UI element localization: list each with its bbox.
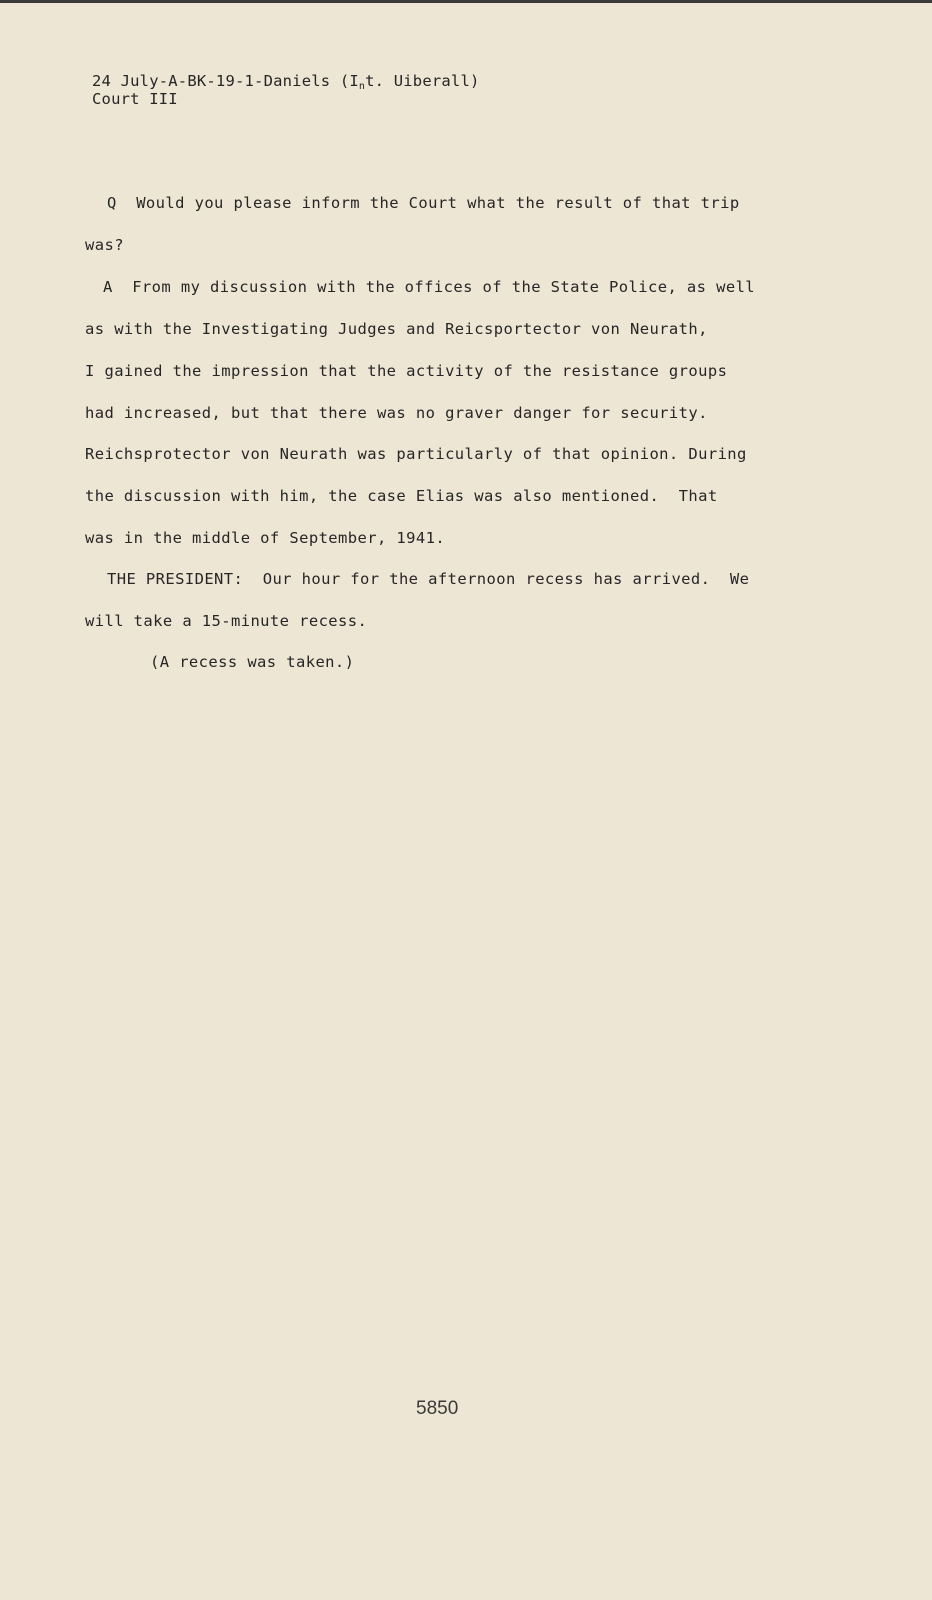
page-top-edge xyxy=(0,0,932,3)
body-line-10: THE PRESIDENT: Our hour for the afternoon recess has arrived. We xyxy=(107,570,750,588)
body-line-5: I gained the impression that the activity of the resistance groups xyxy=(85,362,728,380)
header-line-1: 24 July-A-BK-19-1-Daniels ($I_nt$. Uiberall) xyxy=(92,72,480,92)
body-line-7: Reichsprotector von Neurath was particularly of that opinion. During xyxy=(85,445,747,463)
body-line-4: as with the Investigating Judges and Reicsportector von Neurath, xyxy=(85,320,708,338)
body-line-1: Q Would you please inform the Court what the result of that trip xyxy=(107,194,740,212)
body-line-8: the discussion with him, the case Elias was also mentioned. That xyxy=(85,487,718,505)
body-line-12: (A recess was taken.) xyxy=(150,653,355,671)
body-line-3: A From my discussion with the offices of the State Police, as well xyxy=(103,278,756,296)
body-line-6: had increased, but that there was no graver danger for security. xyxy=(85,404,708,422)
body-line-2: was? xyxy=(85,236,124,254)
page-number: 5850 xyxy=(416,1398,459,1419)
header-line-2: Court III xyxy=(92,90,178,108)
body-line-9: was in the middle of September, 1941. xyxy=(85,529,446,547)
document-header xyxy=(92,72,480,108)
body-line-11: will take a 15-minute recess. xyxy=(85,612,368,630)
